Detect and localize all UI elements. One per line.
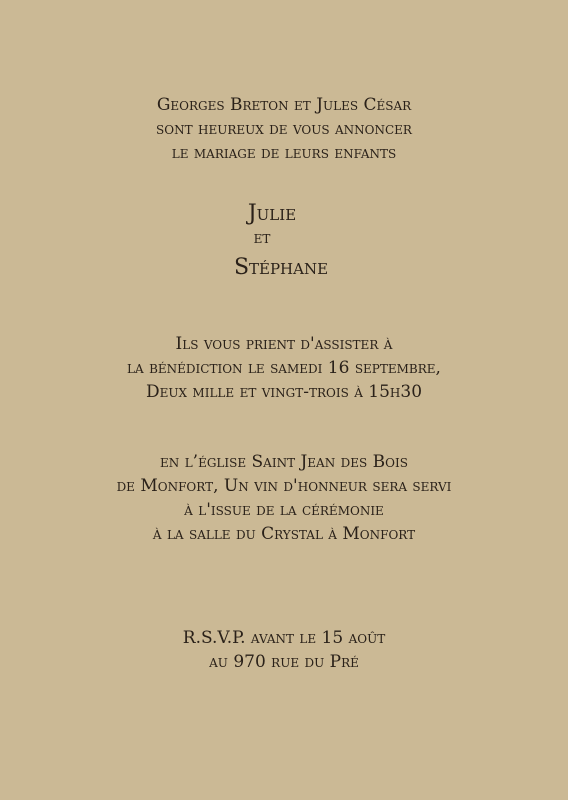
request-line-3: Deux mille et vingt-trois à 15h30: [145, 382, 423, 402]
ceremony-request-block: [0, 332, 568, 404]
announcement-block: [0, 93, 568, 165]
couple-names-block: [0, 197, 568, 285]
groom-name: Stéphane: [233, 255, 329, 280]
rsvp-line-1: R.S.V.P. avant le 15 août: [182, 628, 386, 648]
names-joiner: et: [253, 228, 271, 248]
bride-name: Julie: [247, 201, 297, 226]
request-line-2: la bénédiction le samedi 16 septembre,: [127, 358, 441, 378]
announcement-line-2: sont heureux de vous annoncer: [156, 119, 412, 139]
venue-line-1: en l’église Saint Jean des Bois: [160, 452, 408, 472]
request-line-1: Ils vous prient d'assister à: [175, 334, 393, 354]
venue-line-3: à l'issue de la cérémonie: [184, 500, 384, 520]
venue-block: [0, 450, 568, 546]
venue-line-4: à la salle du Crystal à Monfort: [152, 524, 416, 544]
rsvp-line-2: au 970 rue du Pré: [209, 652, 359, 672]
announcement-line-3: le mariage de leurs enfants: [171, 143, 397, 163]
announcement-line-1: Georges Breton et Jules César: [156, 95, 412, 115]
venue-line-2: de Monfort, Un vin d'honneur sera servi: [116, 476, 452, 496]
rsvp-block: [0, 626, 568, 674]
